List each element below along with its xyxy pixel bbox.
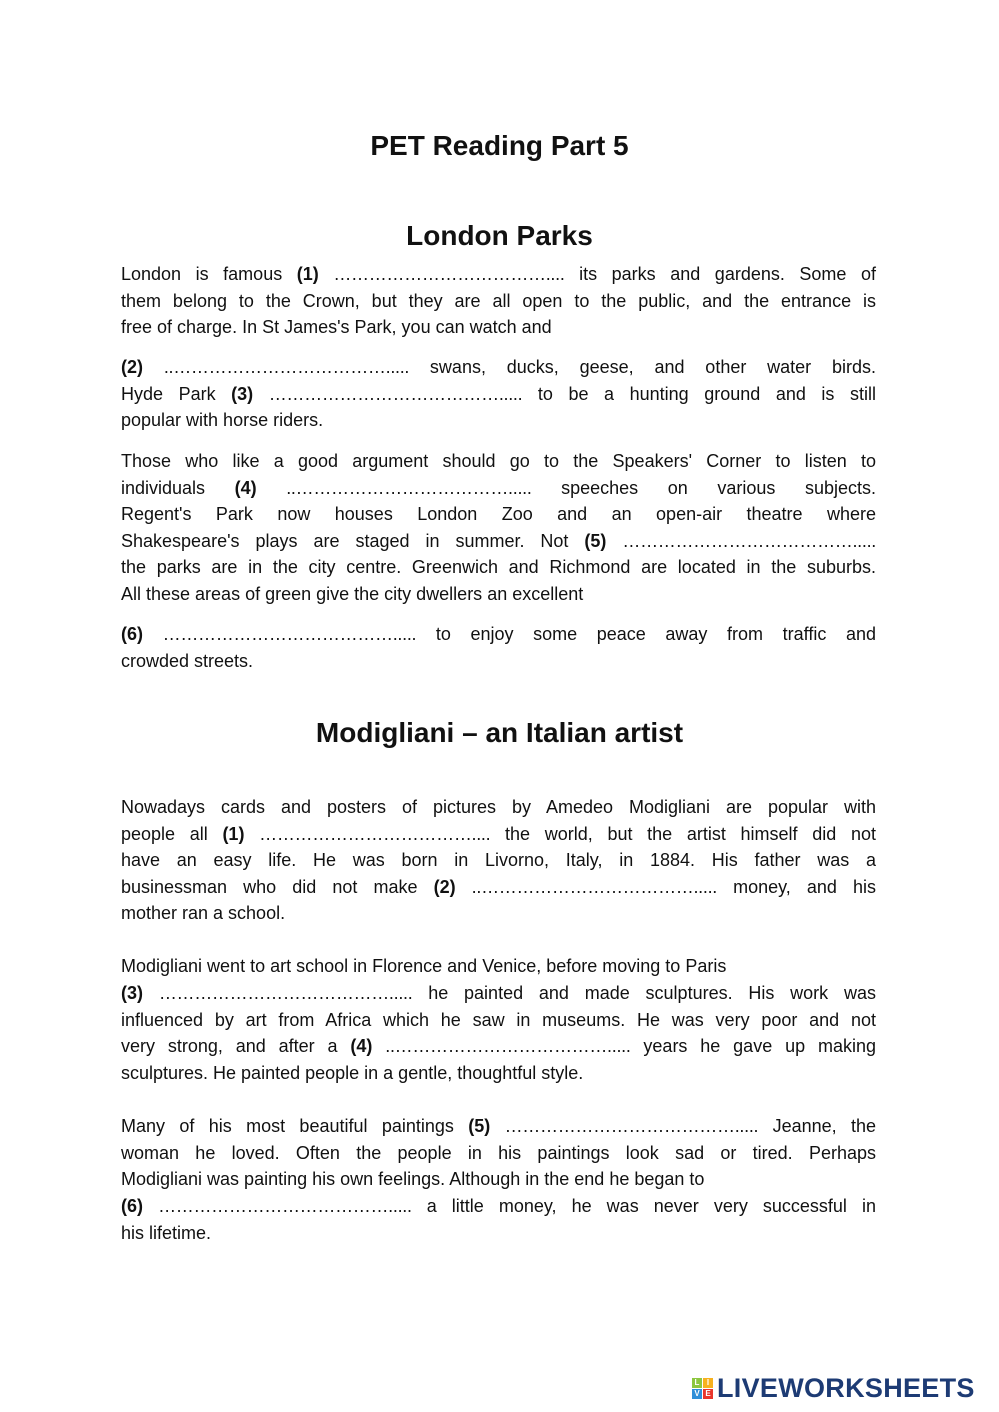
paragraph bbox=[121, 261, 876, 341]
paragraph bbox=[121, 354, 876, 434]
logo-text: LIVEWORKSHEETS bbox=[717, 1373, 975, 1403]
logo-tiles-icon bbox=[692, 1378, 713, 1399]
text: mother ran a school. bbox=[121, 903, 286, 923]
question-number: (3) bbox=[121, 983, 143, 1003]
text-line bbox=[121, 1060, 876, 1087]
text: Shakespeare's plays are staged in summer. Not bbox=[121, 530, 585, 551]
answer-blank[interactable]: …………………………………..... bbox=[158, 1196, 412, 1216]
text: All these areas of green give the city dwellers an excellent bbox=[121, 583, 584, 604]
section-title-modigliani: Modigliani – an Italian artist bbox=[315, 717, 684, 748]
question-number: (6) bbox=[121, 624, 143, 644]
text bbox=[143, 1196, 158, 1216]
text-line bbox=[121, 1033, 876, 1060]
text: the world, but the artist himself did not bbox=[490, 823, 876, 844]
paragraph bbox=[121, 980, 876, 1086]
text-line bbox=[121, 821, 876, 848]
question-number: (5) bbox=[468, 1116, 491, 1136]
text-line bbox=[121, 874, 876, 901]
question-number: (3) bbox=[231, 383, 254, 404]
text: people all bbox=[121, 823, 223, 844]
question-number: (2) bbox=[433, 876, 456, 897]
text bbox=[490, 1116, 504, 1136]
text-line bbox=[121, 475, 876, 502]
text bbox=[319, 264, 334, 284]
text: money, and his bbox=[716, 876, 876, 897]
text: speeches on various subjects. bbox=[531, 477, 876, 498]
page-title: PET Reading Part 5 bbox=[370, 130, 629, 161]
text-line bbox=[121, 314, 876, 341]
text: free of charge. In St James's Park, you can watch and bbox=[121, 317, 552, 337]
text-line bbox=[121, 1113, 876, 1140]
paragraph bbox=[121, 794, 876, 927]
text bbox=[143, 983, 159, 1003]
text-line bbox=[121, 288, 876, 315]
text-line bbox=[121, 953, 876, 980]
answer-blank[interactable]: ……………………………….... bbox=[333, 264, 565, 284]
liveworksheets-logo bbox=[692, 1373, 975, 1404]
text: swans, ducks, geese, and other water birds. bbox=[409, 357, 876, 377]
paragraph bbox=[121, 621, 876, 674]
answer-blank[interactable]: ..………………………………..... bbox=[385, 1036, 631, 1056]
text-line bbox=[121, 900, 876, 927]
text bbox=[143, 624, 163, 644]
text: to be a hunting ground and is still bbox=[522, 383, 876, 404]
text-line bbox=[121, 1166, 876, 1193]
text: them belong to the Crown, but they are all open to the public, and the entrance is bbox=[121, 290, 876, 311]
text: very strong, and after a bbox=[121, 1036, 351, 1056]
question-number: (5) bbox=[584, 530, 607, 551]
answer-blank[interactable]: ..………………………………..... bbox=[163, 357, 410, 377]
text-line bbox=[121, 528, 876, 555]
text-line bbox=[121, 847, 876, 874]
text-line bbox=[121, 354, 876, 381]
text: crowded streets. bbox=[121, 650, 254, 671]
question-number: (6) bbox=[121, 1196, 143, 1216]
paragraph bbox=[121, 448, 876, 607]
text: popular with horse riders. bbox=[121, 410, 324, 430]
text: his lifetime. bbox=[121, 1222, 212, 1243]
paragraph bbox=[121, 1113, 876, 1193]
text: sculptures. He painted people in a gentle, thoughtful style. bbox=[121, 1062, 584, 1083]
answer-blank[interactable]: …………………………………..... bbox=[158, 983, 413, 1003]
text-line bbox=[121, 381, 876, 408]
answer-blank[interactable]: …………………………………..... bbox=[504, 1116, 759, 1136]
logo-tile: E bbox=[703, 1389, 713, 1399]
text: Jeanne, the bbox=[758, 1116, 876, 1136]
text: woman he loved. Often the people in his paintings look sad or tired. Perhaps bbox=[121, 1142, 876, 1163]
text: businessman who did not make bbox=[121, 876, 434, 897]
paragraph bbox=[121, 953, 876, 980]
text bbox=[143, 357, 164, 377]
answer-blank[interactable]: …………………………………..... bbox=[162, 624, 417, 644]
text-line bbox=[121, 621, 876, 648]
text-line bbox=[121, 1007, 876, 1034]
question-number: (1) bbox=[222, 823, 245, 844]
text-line bbox=[121, 980, 876, 1007]
text-line bbox=[121, 794, 876, 821]
text-line bbox=[121, 407, 876, 434]
text bbox=[257, 478, 287, 498]
text: Hyde Park bbox=[121, 383, 232, 404]
answer-blank[interactable]: ……………………………….... bbox=[259, 823, 491, 844]
text-line bbox=[121, 648, 876, 675]
text: Modigliani went to art school in Florence and Venice, before moving to Paris bbox=[121, 956, 727, 976]
answer-blank[interactable]: ..………………………………..... bbox=[471, 876, 717, 897]
answer-blank[interactable]: ..………………………………..... bbox=[286, 477, 532, 498]
logo-tile: V bbox=[692, 1389, 702, 1399]
text: the parks are in the city centre. Greenwich and Richmond are located in the suburbs. bbox=[121, 557, 876, 577]
text: Those who like a good argument should go to the Speakers' Corner to listen to bbox=[121, 451, 876, 471]
text-line bbox=[121, 448, 876, 475]
text: Nowadays cards and posters of pictures by Amedeo Modigliani are popular with bbox=[121, 797, 876, 817]
answer-blank[interactable]: …………………………………..... bbox=[622, 530, 876, 551]
text-line bbox=[121, 1140, 876, 1167]
text: a little money, he was never very successful in bbox=[411, 1196, 876, 1216]
text bbox=[606, 531, 622, 551]
text-line bbox=[121, 261, 876, 288]
question-number: (2) bbox=[121, 357, 143, 377]
text: to enjoy some peace away from traffic and bbox=[416, 624, 876, 644]
text bbox=[372, 1036, 385, 1056]
answer-blank[interactable]: …………………………………..... bbox=[268, 383, 523, 404]
text-line bbox=[121, 501, 876, 528]
logo-tile: I bbox=[703, 1378, 713, 1388]
text: have an easy life. He was born in Livorno, Italy, in 1884. His father was a bbox=[121, 850, 876, 870]
text: individuals bbox=[121, 477, 235, 498]
text: influenced by art from Africa which he saw in museums. He was very poor and not bbox=[121, 1009, 876, 1030]
text: Regent's Park now houses London Zoo and an open-air theatre where bbox=[121, 504, 876, 524]
text bbox=[244, 824, 259, 844]
text bbox=[253, 384, 269, 404]
text-line bbox=[121, 1220, 876, 1247]
question-number: (1) bbox=[296, 264, 319, 284]
text: he painted and made sculptures. His work was bbox=[412, 983, 876, 1003]
text-line bbox=[121, 554, 876, 581]
text: Modigliani was painting his own feelings. Although in the end he began to bbox=[121, 1169, 705, 1189]
question-number: (4) bbox=[350, 1036, 373, 1056]
text: Many of his most beautiful paintings bbox=[121, 1116, 469, 1136]
text: its parks and gardens. Some of bbox=[564, 264, 877, 284]
logo-tile: L bbox=[692, 1378, 702, 1388]
text bbox=[456, 877, 472, 897]
section-title-london-parks: London Parks bbox=[406, 220, 593, 251]
question-number: (4) bbox=[234, 477, 257, 498]
text-line bbox=[121, 581, 876, 608]
text-line bbox=[121, 1193, 876, 1220]
text: London is famous bbox=[121, 264, 297, 284]
text: years he gave up making bbox=[630, 1036, 876, 1056]
paragraph bbox=[121, 1193, 876, 1246]
